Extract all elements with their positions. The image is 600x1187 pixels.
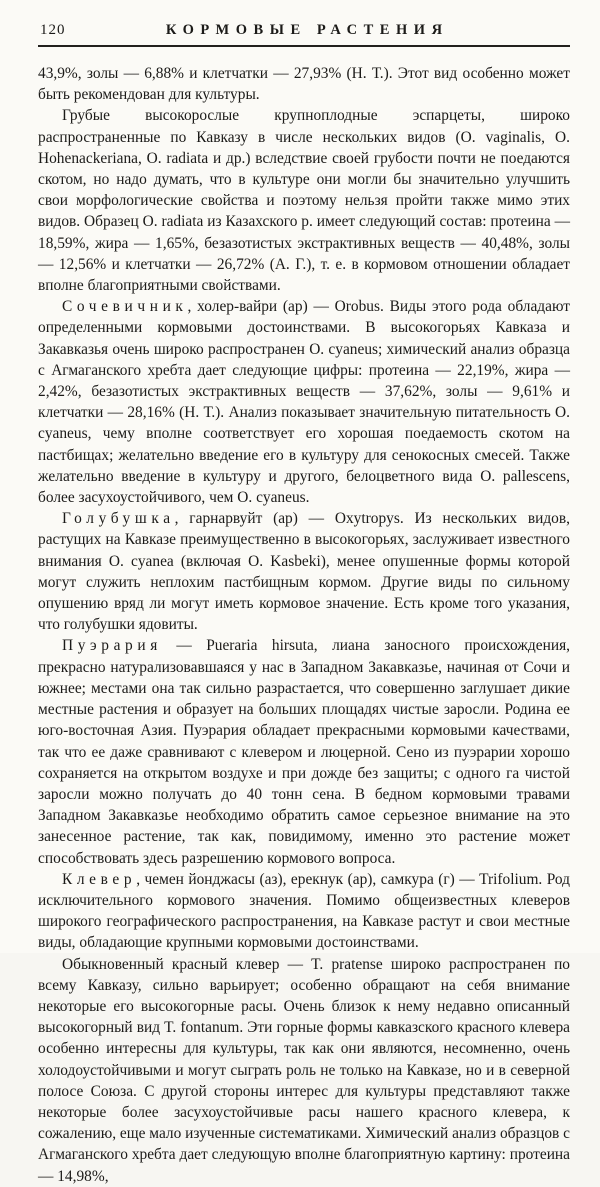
paragraph-lead-term: Сочевичник xyxy=(62,298,188,316)
paragraph xyxy=(38,105,570,296)
paragraph-lead-term: Голубушка xyxy=(62,510,175,528)
running-head xyxy=(38,22,570,44)
paragraph-text: , чемен йонджасы (аз), ерекнук (ар), самкура (г) — Trifolium. Род исключительного кормового значения. Помимо общеизвестных клеверов широкого географического распространения, на Кавказе растут и свои местные виды, обладающие крупными кормовыми достоинствами. xyxy=(38,870,570,952)
body-text xyxy=(38,63,570,1187)
paragraph-text: — Pueraria hirsuta, лиана заносного происхождения, прекрасно натурализовавшаяся у нас в Западном Закавказье, начиная от Сочи и южнее; местами она так сильно разрастается, что совершенно заглушает дикие местные растения и образует на больших площадях чистые заросли. Родина ее юго-восточная Азия. Пуэрария обладает прекрасными кормовыми качествами, так что ее даже сравнивают с клевером и люцерной. Сено из пуэрарии хорошо сохраняется на открытом воздухе и при дожде без защиты; с одного га чистой заросли можно получать до 40 тонн сена. В бедном кормовыми травами Западном Закавказье необходимо обратить самое серьезное внимание на это занесенное растение, так как, повидимому, именно это растение может способствовать здесь разрешению кормового вопроса. xyxy=(38,637,570,867)
paragraph xyxy=(38,954,570,1187)
paragraph xyxy=(38,869,570,954)
paragraph-lead-term: Пуэрария xyxy=(62,637,162,655)
paragraph xyxy=(38,296,570,508)
header-rule xyxy=(38,45,570,47)
paragraph-text: 43,9%, золы — 6,88% и клетчатки — 27,93% (Н. Т.). Этот вид особенно может быть рекомендован для культуры. xyxy=(38,65,570,104)
paragraph-text: Обыкновенный красный клевер — T. pratense широко распространен по всему Кавказу, сильно варьирует; особенно обращают на себя внимание некоторые его высокогорные расы. Очень близок к нему недавно описанный высокогорный вид T. fontanum. Эти горные формы кавказского красного клевера особенно интересны для культуры, так как они являются, несомненно, очень холодоустойчивыми и могут сыграть роль не только на Кавказе, но и в северной полосе Союза. С другой стороны интерес для культуры представляют также некоторые более засухоустойчивые расы нашего красного клевера, к сожалению, еще мало изученные систематиками. Химический анализ образцов с Агмаганского хребта дает следующую вполне благоприятную картину: протеина — 14,98%, xyxy=(38,955,570,1185)
paragraph-text: , холер-вайри (ар) — Orobus. Виды этого рода обладают определенными кормовыми достоинствами. В высокогорьях Кавказа и Закавказья очень широко распространен O. cyaneus; химический анализ образца с Агмаганского хребта дает следующие цифры: протеина — 22,19%, жира — 2,42%, безазотистых экстрактивных веществ — 37,62%, золы — 9,61% и клетчатки — 28,16% (Н. Т.). Анализ показывает значительную питательность O. cyaneus, чему вполне соответствует его хорошая поедаемость скотом на пастбищах; желательно введение его в культуру для сенокосных смесей. Также желательно введение в культуру и другого, белоцветного вида O. pallescens, более засухоустойчивого, чем O. cyaneus. xyxy=(38,298,570,507)
paragraph xyxy=(38,635,570,868)
page-title: КОРМОВЫЕ РАСТЕНИЯ xyxy=(165,22,449,38)
paragraph xyxy=(38,508,570,635)
page-number: 120 xyxy=(40,22,66,38)
paragraph-text: , гарнарвуйт (ар) — Oxytropys. Из нескольких видов, растущих на Кавказе преимущественно в высокогорьях, заслуживает известного внимания O. cyanea (включая O. Kasbeki), менее опушенные формы которой могут служить неплохим пастбищным кормом. Другие виды по сильному опушению вряд ли могут иметь кормовое значение. Есть кроме того указания, что голубушки ядовиты. xyxy=(38,510,570,634)
paragraph-text: Грубые высокорослые крупноплодные эспарцеты, широко распространенные по Кавказу в числе нескольких видов (O. vaginalis, O. Hohenackeriana, O. radiata и др.) вследствие своей грубости почти не поедаются скотом, но надо думать, что в культуре они могли бы значительно улучшить свои морфологические свойства и поэтому нельзя пройти также мимо этих видов. Образец O. radiata из Казахского р. имеет следующий состав: протеина — 18,59%, жира — 1,65%, безазотистых экстрактивных веществ — 40,48%, золы — 12,56% и клетчатки — 26,72% (А. Г.), т. е. в кормовом отношении обладает вполне благоприятными свойствами. xyxy=(38,107,570,295)
paragraph xyxy=(38,63,570,105)
paragraph-lead-term: Клевер xyxy=(62,870,137,888)
